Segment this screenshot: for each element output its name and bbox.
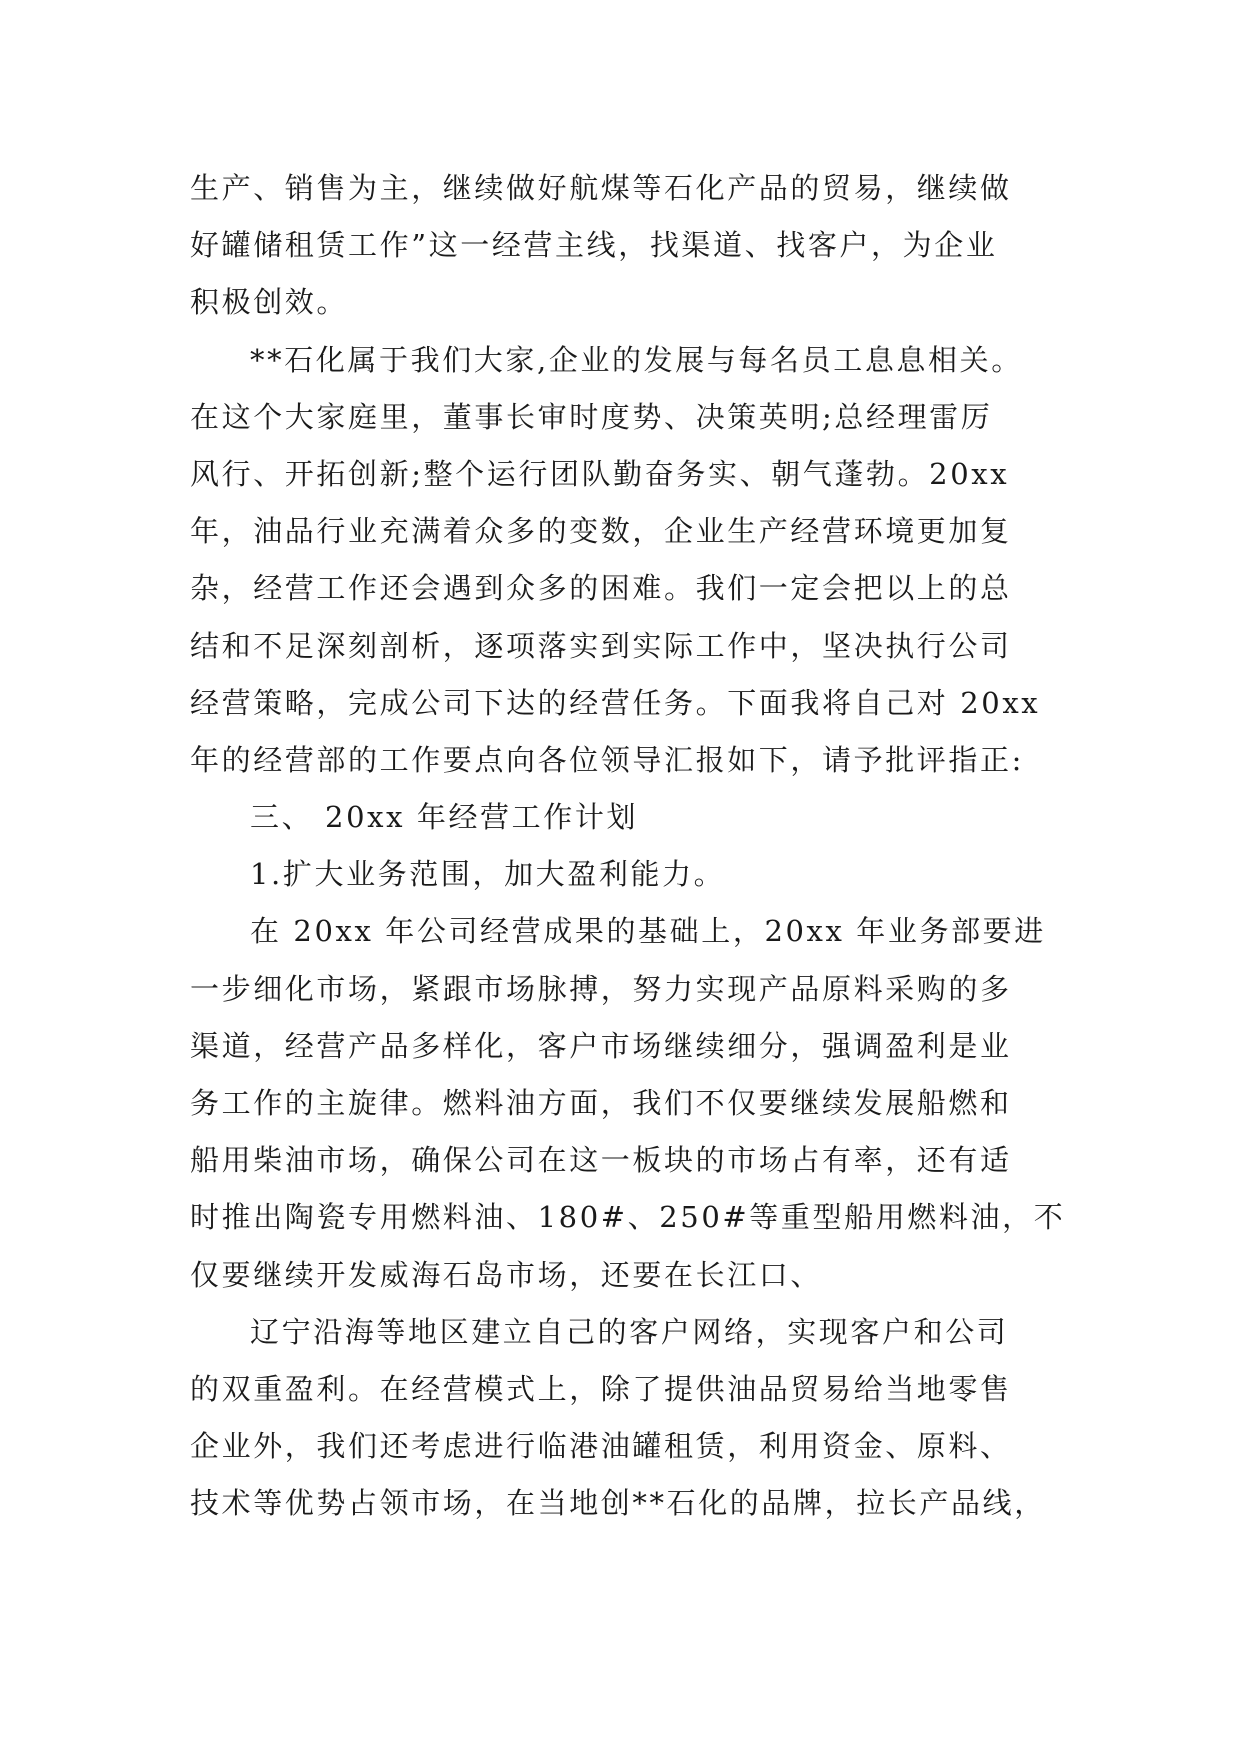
text-line: 生产、销售为主，继续做好航煤等石化产品的贸易，继续做 <box>190 171 1012 205</box>
paragraph-1 <box>190 160 1060 332</box>
text-line: 在这个大家庭里，董事长审时度势、决策英明;总经理雷厉 <box>190 399 993 434</box>
text-line: 积极创效。 <box>190 285 349 320</box>
text-line: 时推出陶瓷专用燃料油、180#、250#等重型船用燃料油，不 <box>190 1200 1066 1235</box>
text-line: 的双重盈利。在经营模式上，除了提供油品贸易给当地零售 <box>190 1371 1012 1406</box>
document-body <box>190 160 1066 1533</box>
text-line: 年，油品行业充满着众多的变数，企业生产经营环境更加复 <box>190 514 1012 549</box>
text-line: 经营策略，完成公司下达的经营任务。下面我将自己对 20xx <box>190 685 1041 720</box>
text-line: 杂，经营工作还会遇到众多的困难。我们一定会把以上的总 <box>190 571 1012 606</box>
text-line: 结和不足深刻剖析，逐项落实到实际工作中，坚决执行公司 <box>190 628 1012 663</box>
text-line: 在 20xx 年公司经营成果的基础上，20xx 年业务部要进 <box>250 914 1046 949</box>
text-line: 企业外，我们还考虑进行临港油罐租赁，利用资金、原料、 <box>190 1429 1012 1464</box>
text-line: 年的经营部的工作要点向各位领导汇报如下，请予批评指正: <box>190 742 1024 777</box>
text-line: 务工作的主旋律。燃料油方面，我们不仅要继续发展船燃和 <box>190 1086 1012 1120</box>
paragraph-2 <box>190 332 1060 790</box>
text-line: **石化属于我们大家,企业的发展与每名员工息息相关。 <box>250 342 1023 377</box>
paragraph-4 <box>190 1304 1060 1533</box>
text-line: 辽宁沿海等地区建立自己的客户网络，实现客户和公司 <box>250 1314 1009 1349</box>
text-line: 船用柴油市场，确保公司在这一板块的市场占有率，还有适 <box>190 1143 1012 1178</box>
text-line: 仅要继续开发威海石岛市场，还要在长江口、 <box>190 1257 823 1292</box>
section-heading: 三、 20xx 年经营工作计划 <box>250 800 639 835</box>
subheading: 1.扩大业务范围，加大盈利能力。 <box>250 857 726 892</box>
text-line: 一步细化市场，紧跟市场脉搏，努力实现产品原料采购的多 <box>190 971 1012 1006</box>
text-line: 风行、开拓创新;整个运行团队勤奋务实、朝气蓬勃。20xx <box>190 456 1010 491</box>
paragraph-3 <box>190 903 1066 1303</box>
text-line: 好罐储租赁工作”这一经营主线，找渠道、找客户，为企业 <box>190 228 998 263</box>
text-line: 渠道，经营产品多样化，客户市场继续细分，强调盈利是业 <box>190 1028 1012 1063</box>
text-line: 技术等优势占领市场，在当地创**石化的品牌，拉长产品线， <box>190 1486 1046 1521</box>
